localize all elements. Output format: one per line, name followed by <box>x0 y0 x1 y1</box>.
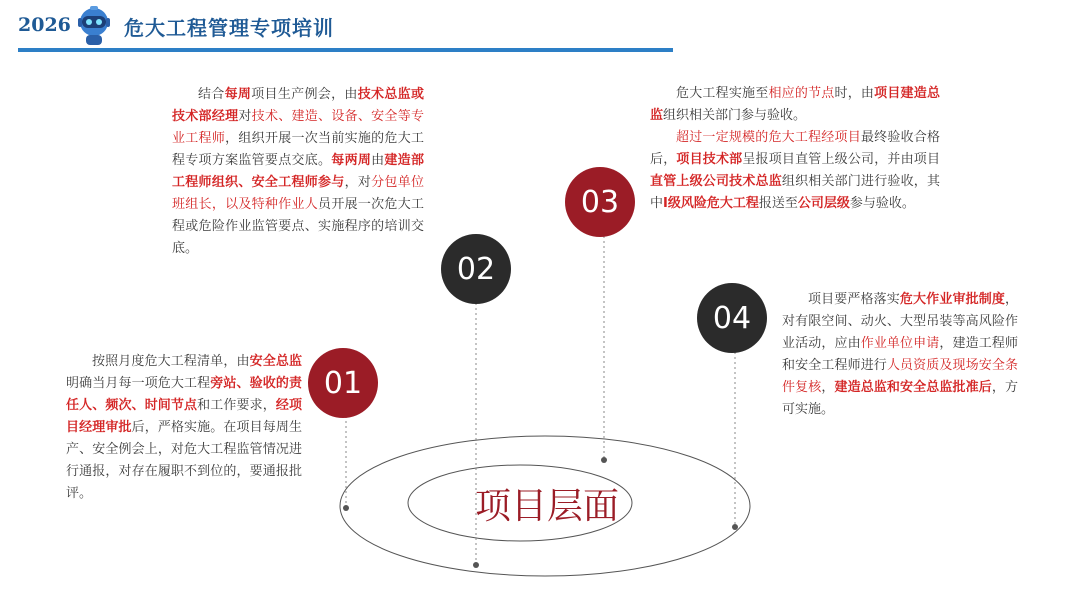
connector-dot-01 <box>343 505 349 511</box>
step-badge-03: 03 <box>565 167 635 237</box>
text-segment: 技术总监或技术部经理 <box>172 87 424 124</box>
connector-dot-02 <box>473 562 479 568</box>
text-segment: ，对有限空间、动火、大型吊装等高风险作业活动，应由 <box>782 292 1018 351</box>
step-01-paragraph <box>66 351 302 505</box>
text-segment: 每周 <box>224 87 252 102</box>
text-segment: 危大作业审批制度 <box>899 292 1005 307</box>
text-segment: 结合 <box>198 87 225 102</box>
text-segment: 由 <box>371 153 385 168</box>
text-segment: ，组织开展一次当前实施的危大工程专项方案监管要点交底。 <box>172 131 424 168</box>
step-03-paragraph-1 <box>650 83 940 127</box>
text-segment: I级风险危大工程 <box>663 196 759 211</box>
text-segment: 按照月度危大工程清单，由 <box>92 354 250 369</box>
text-segment: ，方可实施。 <box>782 380 1018 417</box>
text-segment: ， <box>821 380 835 395</box>
text-segment: 直管上级公司技术总监 <box>650 174 782 189</box>
text-segment: 人员资质及现场安全条件复核 <box>782 358 1018 395</box>
step-04-text <box>782 289 1018 421</box>
header-year: 2026 <box>18 14 71 36</box>
text-segment: 项目要严格落实 <box>808 292 900 307</box>
header-title: 危大工程管理专项培训 <box>124 16 334 40</box>
text-segment: 参与验收。 <box>849 196 915 211</box>
step-03-text <box>650 83 940 215</box>
text-segment: 技术、建造、设备、安全等专业工程师 <box>172 109 424 146</box>
text-segment: 经项目经理审批 <box>66 398 302 435</box>
step-01-text <box>66 351 302 505</box>
center-label: 项目层面 <box>474 486 619 527</box>
text-segment: 安全总监 <box>249 354 302 369</box>
text-segment: 建造总监和安全总监批准后 <box>834 380 992 395</box>
step-badge-01: 01 <box>308 348 378 418</box>
text-segment: 对 <box>238 109 252 124</box>
text-segment: 相应的节点 <box>768 86 835 101</box>
text-segment: 旁站、验收的责任人、频次、时间节点 <box>66 376 302 413</box>
text-segment: 明确当月每一项危大工程 <box>66 376 211 391</box>
connector-dot-04 <box>732 524 738 530</box>
step-02-text <box>172 84 424 260</box>
text-segment: 项目技术部 <box>676 152 743 167</box>
text-segment: 作业单位申请 <box>860 336 940 351</box>
step-02-paragraph <box>172 84 424 260</box>
text-segment: 危大工程实施至 <box>676 86 769 101</box>
text-segment: 建造部工程师组织、安全工程师参与 <box>172 153 424 190</box>
text-segment: 报送至 <box>758 196 798 211</box>
text-segment: 超过一定规模的危大工程经项目 <box>676 130 861 145</box>
text-segment: 员开展一次危大工程或危险作业监管要点、实施程序的培训交底。 <box>172 197 424 256</box>
text-segment: 和工作要求， <box>197 398 276 413</box>
step-03-paragraph-2 <box>650 127 940 215</box>
text-segment: 组织相关部门进行验收，其中 <box>650 174 940 211</box>
connector-dot-03 <box>601 457 607 463</box>
text-segment: 项目生产例会，由 <box>251 87 358 102</box>
step-badge-04: 04 <box>697 283 767 353</box>
text-segment: 项目建造总监 <box>650 86 940 123</box>
step-04-paragraph <box>782 289 1018 421</box>
text-segment: 分包单位班组长，以及特种作业人 <box>172 175 424 212</box>
text-segment: 公司层级 <box>797 196 850 211</box>
text-segment: 最终验收合格后， <box>650 130 940 167</box>
text-segment: ，对 <box>344 175 372 190</box>
text-segment: 呈报项目直管上级公司，并由项目 <box>742 152 940 167</box>
text-segment: 时，由 <box>834 86 875 101</box>
text-segment: ，建造工程师和安全工程师进行 <box>782 336 1018 373</box>
text-segment: 后，严格实施。在项目每周生产、安全例会上，对危大工程监管情况进行通报，对存在履职不到位的，要通报批评。 <box>66 420 302 501</box>
text-segment: 每两周 <box>331 153 372 168</box>
text-segment: 组织相关部门参与验收。 <box>663 108 807 123</box>
step-badge-02: 02 <box>441 234 511 304</box>
